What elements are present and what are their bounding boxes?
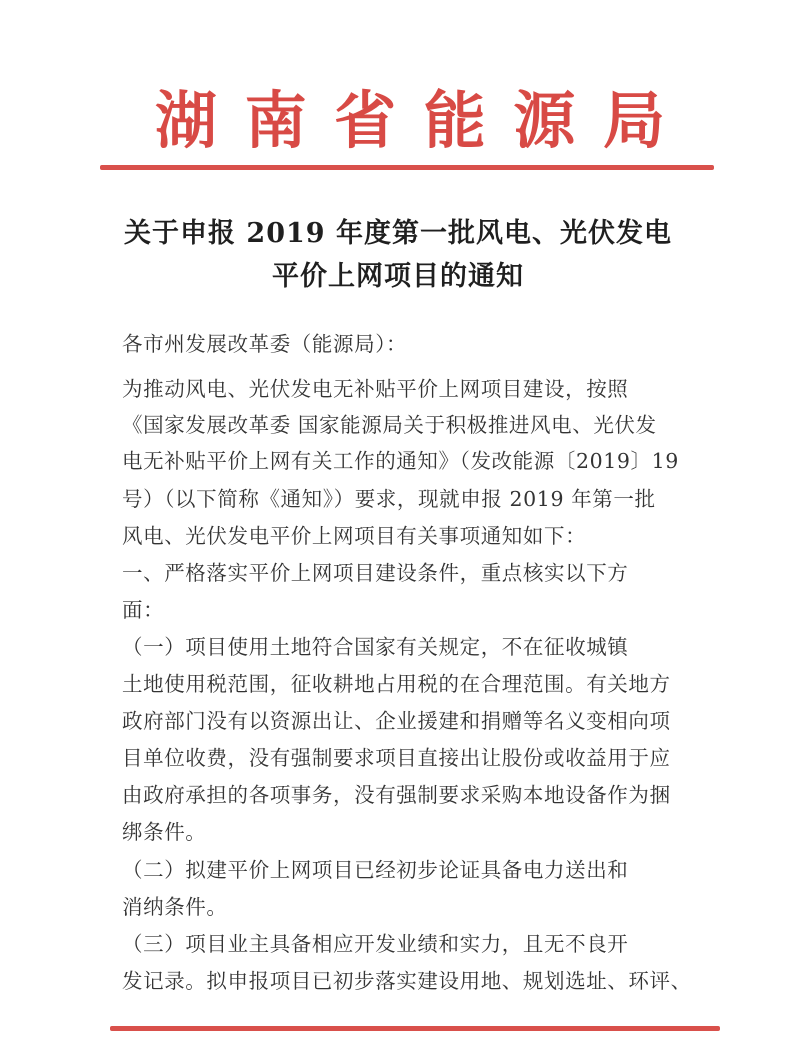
header-char: 湖: [154, 84, 217, 157]
header-red-divider: [100, 165, 714, 170]
header-char: 局: [602, 84, 665, 157]
salutation: 各市州发展改革委（能源局）：: [122, 332, 408, 356]
issuing-authority-header: [150, 82, 670, 160]
section-heading-line: 一、严格落实平价上网项目建设条件，重点核实以下方: [122, 561, 629, 585]
body-line: 发记录。拟申报项目已初步落实建设用地、规划选址、环评、: [122, 969, 692, 993]
body-line: 电无补贴平价上网有关工作的通知》（发改能源〔2019〕19: [122, 449, 679, 473]
footer-red-divider: [110, 1026, 720, 1031]
body-line: 目单位收费，没有强制要求项目直接出让股份或收益用于应: [122, 746, 671, 770]
body-line: 风电、光伏发电平价上网项目有关事项通知如下：: [122, 524, 587, 548]
body-line: 号）（以下简称《通知》）要求，现就申报 2019 年第一批: [122, 487, 656, 511]
body-line: 《国家发展改革委 国家能源局关于积极推进风电、光伏发: [122, 413, 657, 437]
body-line: （一）项目使用土地符合国家有关规定，不在征收城镇: [122, 635, 629, 659]
body-line: 政府部门没有以资源出让、企业援建和捐赠等名义变相向项: [122, 709, 671, 733]
body-line: 消纳条件。: [122, 895, 228, 919]
header-char: 省: [334, 84, 397, 157]
body-line: 绑条件。: [122, 820, 207, 844]
header-char: 南: [244, 84, 307, 157]
document-title-line-1: 关于申报 2019 年度第一批风电、光伏发电: [124, 218, 672, 249]
body-line: （三）项目业主具备相应开发业绩和实力，且无不良开: [122, 932, 629, 956]
header-char: 能: [423, 84, 486, 157]
section-heading-line: 面：: [122, 598, 165, 622]
body-line: 土地使用税范围，征收耕地占用税的在合理范围。有关地方: [122, 672, 671, 696]
body-line: 由政府承担的各项事务，没有强制要求采购本地设备作为捆: [122, 783, 671, 807]
document-title-line-2: 平价上网项目的通知: [272, 261, 524, 292]
body-line: （二）拟建平价上网项目已经初步论证具备电力送出和: [122, 858, 629, 882]
body-line: 为推动风电、光伏发电无补贴平价上网项目建设，按照: [122, 377, 629, 401]
header-char: 源: [513, 84, 576, 157]
